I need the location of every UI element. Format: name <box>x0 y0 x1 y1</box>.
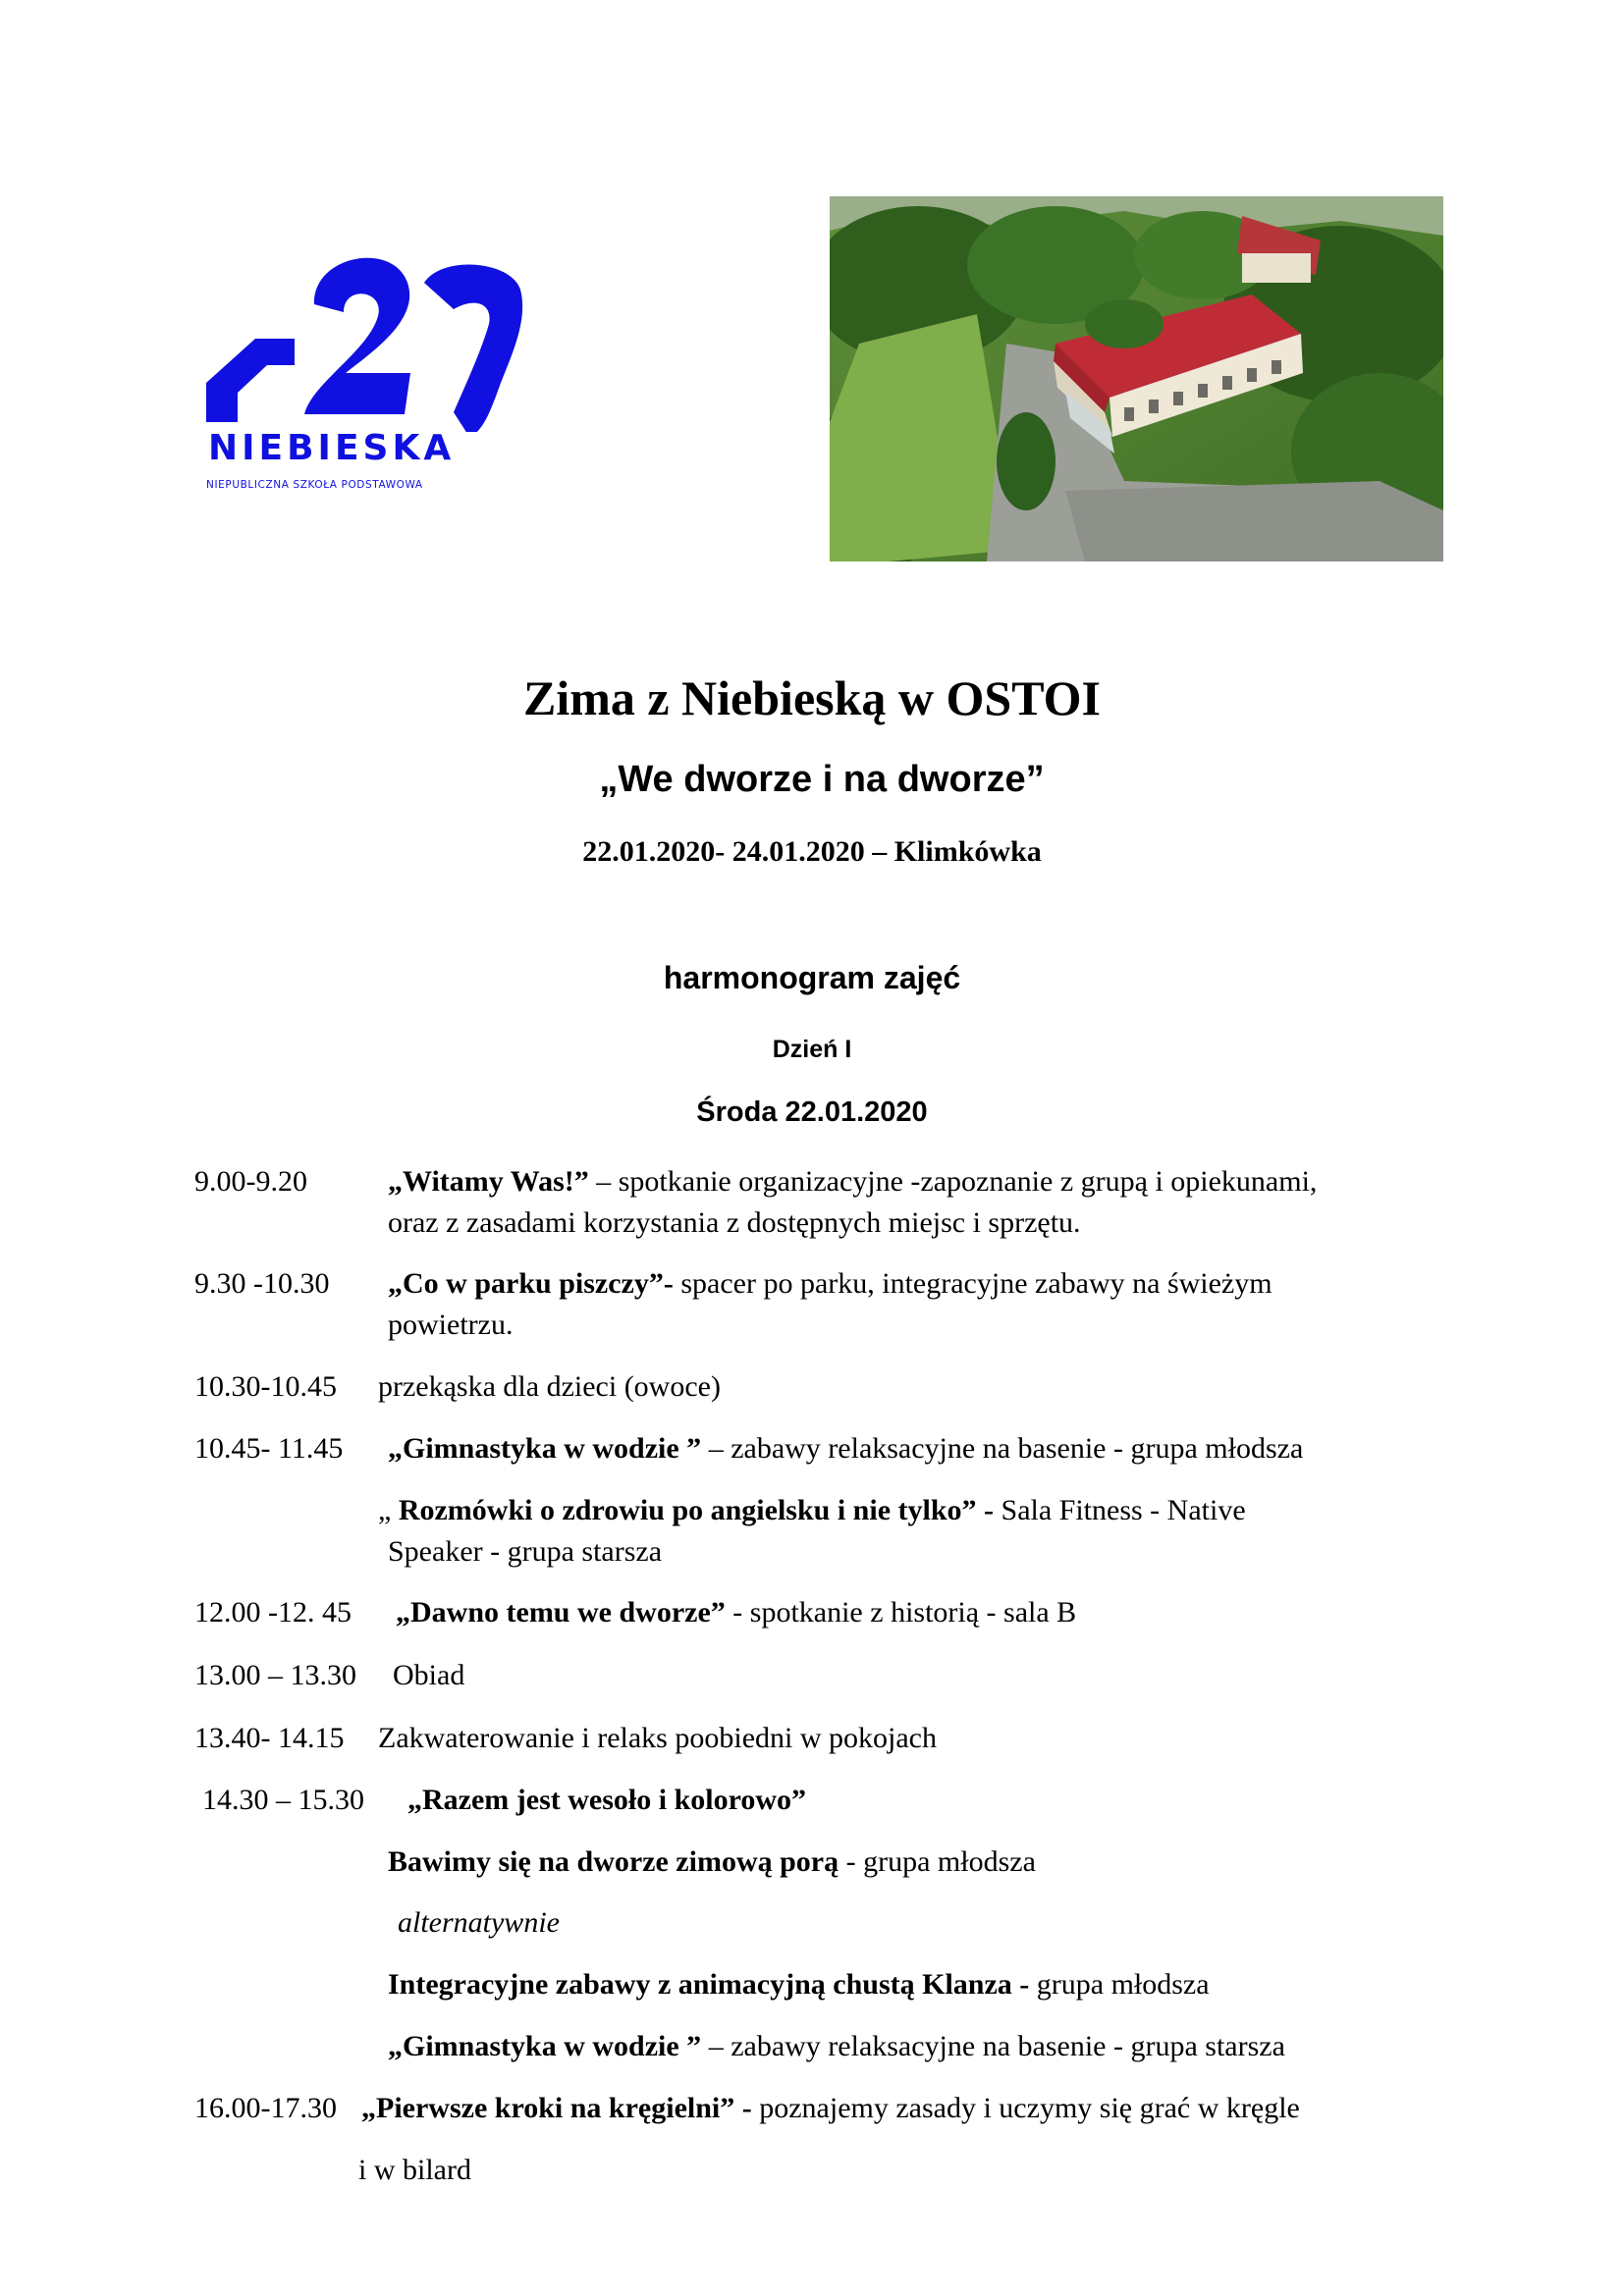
event-dates: 22.01.2020- 24.01.2020 – Klimkówka <box>582 835 1042 868</box>
activity-description-cont: oraz z zasadami korzystania z dostępnych miejsc i sprzętu. <box>388 1206 1081 1239</box>
logo-name: NIEBIESKA <box>208 428 456 468</box>
activity-title: Rozmówki o zdrowiu po angielsku i nie tylko” - <box>398 1494 995 1526</box>
activity-description: przekąska dla dzieci (owoce) <box>378 1370 721 1403</box>
activity-title: „Dawno temu we dworze” <box>396 1596 726 1629</box>
activity-description-cont: powietrzu. <box>388 1308 514 1341</box>
activity-title: „Co w parku piszczy”- <box>388 1267 674 1300</box>
schedule-time: 12.00 -12. 45 <box>194 1596 352 1629</box>
schedule-time: 16.00-17.30 <box>194 2092 337 2124</box>
schedule-item <box>378 1490 1246 1531</box>
schedule-time: 10.45- 11.45 <box>194 1432 344 1465</box>
logo-mark-icon <box>196 236 530 432</box>
page-subtitle: „We dworze i na dworze” <box>599 759 1045 800</box>
schedule-time: 9.00-9.20 <box>194 1165 307 1198</box>
activity-description: - grupa młodsza <box>839 1845 1036 1878</box>
activity-description: Zakwaterowanie i relaks poobiedni w pokojach <box>378 1722 937 1754</box>
school-logo <box>196 236 530 506</box>
schedule-item <box>388 1428 1303 1469</box>
schedule-time: 13.00 – 13.30 <box>194 1659 356 1691</box>
activity-description: spacer po parku, integracyjne zabawy na świeżym <box>673 1267 1272 1300</box>
activity-description: - spotkanie z historią - sala B <box>725 1596 1077 1629</box>
activity-description-cont: Speaker - grupa starsza <box>388 1535 663 1568</box>
activity-title: „Razem jest wesoło i kolorowo” <box>407 1784 807 1816</box>
activity-title: Bawimy się na dworze zimową porą <box>388 1845 839 1878</box>
schedule-item <box>388 2026 1285 2067</box>
activity-title: „Witamy Was!” <box>388 1165 589 1198</box>
activity-description: – zabawy relaksacyjne na basenie - grupa starsza <box>701 2030 1285 2062</box>
alternative-note: alternatywnie <box>398 1906 560 1939</box>
schedule-item <box>388 1263 1272 1305</box>
page-title: Zima z Niebieską w OSTOI <box>522 670 1102 725</box>
schedule-time: 9.30 -10.30 <box>194 1267 330 1300</box>
schedule-heading: harmonogram zajęć <box>663 960 961 995</box>
schedule-item <box>388 1842 1036 1883</box>
logo-subtitle: NIEPUBLICZNA SZKOŁA PODSTAWOWA <box>206 479 423 491</box>
schedule-time: 14.30 – 15.30 <box>202 1784 364 1816</box>
activity-title: „Gimnastyka w wodzie ” <box>388 2030 702 2062</box>
activity-description-cont: i w bilard <box>358 2154 471 2186</box>
schedule-item <box>388 1161 1317 1202</box>
schedule-item <box>388 1964 1210 2005</box>
activity-description: grupa młodsza <box>1029 1968 1210 2001</box>
day-label: Dzień I <box>772 1036 852 1063</box>
activity-description: – zabawy relaksacyjne na basenie - grupa młodsza <box>701 1432 1304 1465</box>
activity-prefix: „ <box>378 1494 399 1526</box>
manor-aerial-photo <box>830 196 1443 561</box>
manor-photo-image <box>830 196 1443 561</box>
activity-description: Sala Fitness - Native <box>994 1494 1246 1526</box>
activity-description: Obiad <box>393 1659 465 1691</box>
schedule-item <box>361 2088 1300 2129</box>
activity-description: poznajemy zasady i uczymy się grać w kręgle <box>751 2092 1300 2124</box>
day-date: Środa 22.01.2020 <box>696 1096 928 1128</box>
activity-title: Integracyjne zabawy z animacyjną chustą Klanza - <box>388 1968 1030 2001</box>
activity-title: „Pierwsze kroki na kręgielni” - <box>361 2092 752 2124</box>
activity-title: „Gimnastyka w wodzie ” <box>388 1432 702 1465</box>
activity-description: – spotkanie organizacyjne -zapoznanie z grupą i opiekunami, <box>588 1165 1318 1198</box>
schedule-time: 13.40- 14.15 <box>194 1722 345 1754</box>
schedule-item <box>396 1592 1076 1633</box>
schedule-time: 10.30-10.45 <box>194 1370 337 1403</box>
